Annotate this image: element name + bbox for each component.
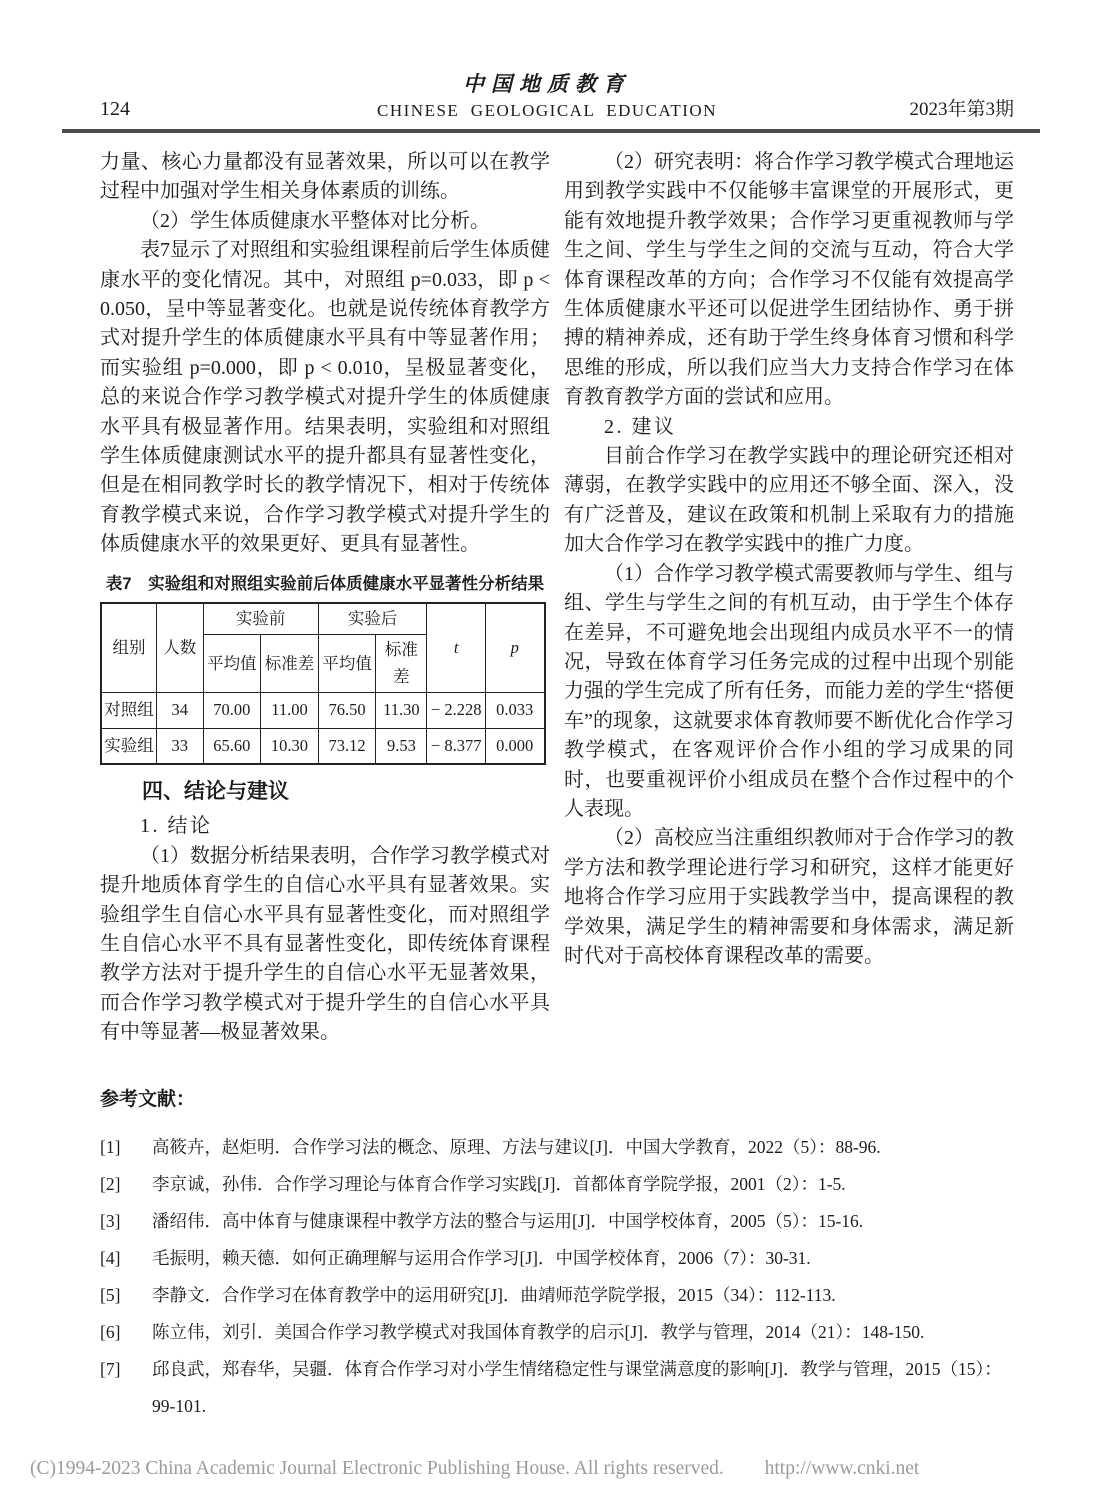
cell-pre-sd: 11.00 — [261, 693, 319, 728]
table-7 — [100, 602, 546, 765]
reference-item — [100, 1314, 1014, 1351]
cell-post-sd: 11.30 — [376, 693, 427, 728]
left-column — [100, 148, 550, 1048]
reference-text: 李京诚，孙伟．合作学习理论与体育合作学习实践[J]．首都体育学院学报，2001（2）：1-5. — [152, 1173, 846, 1194]
cell-t: − 2.228 — [427, 693, 486, 728]
page-number: 124 — [100, 98, 130, 120]
reference-text: 陈立伟，刘引．美国合作学习教学模式对我国体育教学的启示[J]．教学与管理，2014（21）：148-150. — [152, 1321, 925, 1342]
cell-t: − 8.377 — [427, 728, 486, 764]
cell-pre-mean: 65.60 — [203, 728, 261, 764]
col-header-posttest: 实验后 — [318, 603, 427, 635]
cell-n: 34 — [156, 693, 203, 728]
cell-pre-mean: 70.00 — [203, 693, 261, 728]
reference-text: 高筱卉，赵炬明．合作学习法的概念、原理、方法与建议[J]．中国大学教育，2022（5）：88-96. — [152, 1136, 881, 1157]
col-header-t: t — [427, 603, 486, 693]
col-header-p: p — [485, 603, 544, 693]
paragraph: （2）研究表明：将合作学习教学模式合理地运用到教学实践中不仅能够丰富课堂的开展形式，更能有效地提升教学效果；合作学习更重视教师与学生之间、学生与学生之间的交流与互动，符合大学体育课程改革的方向；合作学习不仅能有效提高学生体质健康水平还可以促进学生团结协作、勇于拼搏的精神养成，还有助于学生终身体育习惯和科学思维的形成，所以我们应当大力支持合作学习在体育教育教学方面的尝试和应用。 — [564, 151, 1014, 409]
reference-item — [100, 1240, 1014, 1277]
article-body — [100, 148, 1014, 1048]
paragraph: 表7显示了对照组和实验组课程前后学生体质健康水平的变化情况。其中，对照组 p=0.033，即 p < 0.050，呈中等显著变化。也就是说传统体育教学方式对提升学生的体质健康水平具有中等显著作用；而实验组 p=0.000，即 p < 0.010，呈极显著变化，总的来说合作学习教学模式对提升学生的体质健康水平具有极显著作用。结果表明，实验组和对照组学生体质健康测试水平的提升都具有显著性变化，但是在相同教学时长的教学情况下，相对于传统体育教学模式来说，合作学习教学模式对提升学生的体质健康水平的效果更好、更具有显著性。 — [100, 239, 550, 556]
cell-group: 实验组 — [101, 728, 156, 764]
col-subheader-mean: 平均值 — [203, 635, 261, 693]
col-subheader-sd: 标准差 — [261, 635, 319, 693]
cell-post-sd: 9.53 — [376, 728, 427, 764]
subsection-heading-conclusion: 1. 结论 — [140, 815, 213, 838]
copyright-text: (C)1994-2023 China Academic Journal Electronic Publishing House. All rights reserved. — [30, 1458, 724, 1479]
cell-p: 0.000 — [485, 728, 544, 764]
issue-label: 2023年第3期 — [909, 99, 1014, 120]
reference-label: [1] — [100, 1136, 121, 1157]
header-divider — [62, 129, 1040, 133]
col-subheader-sd: 标准差 — [376, 635, 427, 693]
right-column — [564, 148, 1014, 1048]
journal-title-block — [230, 68, 864, 121]
references-section — [100, 1084, 1014, 1425]
col-header-pretest: 实验前 — [203, 603, 318, 635]
cell-pre-sd: 10.30 — [261, 728, 319, 764]
reference-label: [6] — [100, 1321, 121, 1342]
table-header-row — [101, 603, 545, 635]
paragraph: 力量、核心力量都没有显著效果，所以可以在教学过程中加强对学生相关身体素质的训练。 — [100, 151, 550, 203]
col-subheader-mean: 平均值 — [318, 635, 376, 693]
copyright-footer — [30, 1458, 919, 1480]
page-header — [100, 68, 1014, 121]
paragraph: （1）数据分析结果表明，合作学习教学模式对提升地质体育学生的自信心水平具有显著效果。实验组学生自信心水平具有显著性变化，而对照组学生自信心水平不具有显著性变化，即传统体育课程教学方法对于提升学生的自信心水平无显著效果，而合作学习教学模式对于提升学生的自信心水平具有中等显著—极显著效果。 — [100, 844, 550, 1044]
reference-item — [100, 1129, 1014, 1166]
references-heading: 参考文献： — [100, 1088, 196, 1110]
paragraph: （2）学生体质健康水平整体对比分析。 — [140, 209, 490, 232]
cell-group: 对照组 — [101, 693, 156, 728]
reference-text: 毛振明，赖天德．如何正确理解与运用合作学习[J]．中国学校体育，2006（7）：30-31. — [152, 1247, 811, 1268]
reference-item — [100, 1277, 1014, 1314]
paragraph: （1）合作学习教学模式需要教师与学生、组与组、学生与学生之间的有机互动，由于学生个体存在差异，不可避免地会出现组内成员水平不一的情况，导致在体育学习任务完成的过程中出现个别能力强的学生完成了所有任务，而能力差的学生“搭便车”的现象，这就要求体育教师要不断优化合作学习教学模式，在客观评价合作小组的学习成果的同时，也要重视评价小组成员在整个合作过程中的个人表现。 — [564, 562, 1014, 820]
reference-label: [3] — [100, 1210, 121, 1231]
paragraph: （2）高校应当注重组织教师对于合作学习的教学方法和教学理论进行学习和研究，这样才能更好地将合作学习应用于实践教学当中，提高课程的教学效果，满足学生的精神需要和身体需求，满足新时代对于高校体育课程改革的需要。 — [564, 827, 1014, 967]
cell-post-mean: 73.12 — [318, 728, 376, 764]
reference-label: [7] — [100, 1358, 121, 1379]
journal-title-cn: 中国地质教育 — [463, 72, 631, 96]
reference-item — [100, 1351, 1014, 1425]
subsection-heading-suggestion: 2. 建议 — [604, 415, 677, 438]
paragraph: 目前合作学习在教学实践中的理论研究还相对薄弱，在教学实践中的应用还不够全面、深入，没有广泛普及，建议在政策和机制上采取有力的措施加大合作学习在教学实践中的推广力度。 — [564, 445, 1014, 556]
section-heading-conclusion: 四、结论与建议 — [142, 779, 289, 803]
cnki-url: http://www.cnki.net — [764, 1458, 920, 1479]
journal-title-en: CHINESE GEOLOGICAL EDUCATION — [377, 101, 717, 120]
col-header-n: 人数 — [156, 603, 203, 693]
reference-item — [100, 1203, 1014, 1240]
reference-text: 邱良武，郑春华，吴疆．体育合作学习对小学生情绪稳定性与课堂满意度的影响[J]．教学与管理，2015（15）：99-101. — [152, 1358, 1002, 1416]
reference-label: [4] — [100, 1247, 121, 1268]
reference-text: 潘绍伟．高中体育与健康课程中教学方法的整合与运用[J]．中国学校体育，2005（5）：15-16. — [152, 1210, 864, 1231]
table-row — [101, 693, 545, 728]
cell-p: 0.033 — [485, 693, 544, 728]
reference-text: 李静文．合作学习在体育教学中的运用研究[J]．曲靖师范学院学报，2015（34）：112-113. — [152, 1284, 836, 1305]
cell-n: 33 — [156, 728, 203, 764]
reference-label: [5] — [100, 1284, 121, 1305]
cell-post-mean: 76.50 — [318, 693, 376, 728]
table-caption: 表7 实验组和对照组实验前后体质健康水平显著性分析结果 — [105, 574, 545, 593]
reference-label: [2] — [100, 1173, 121, 1194]
reference-item — [100, 1166, 1014, 1203]
table-row — [101, 728, 545, 764]
col-header-group: 组别 — [101, 603, 156, 693]
